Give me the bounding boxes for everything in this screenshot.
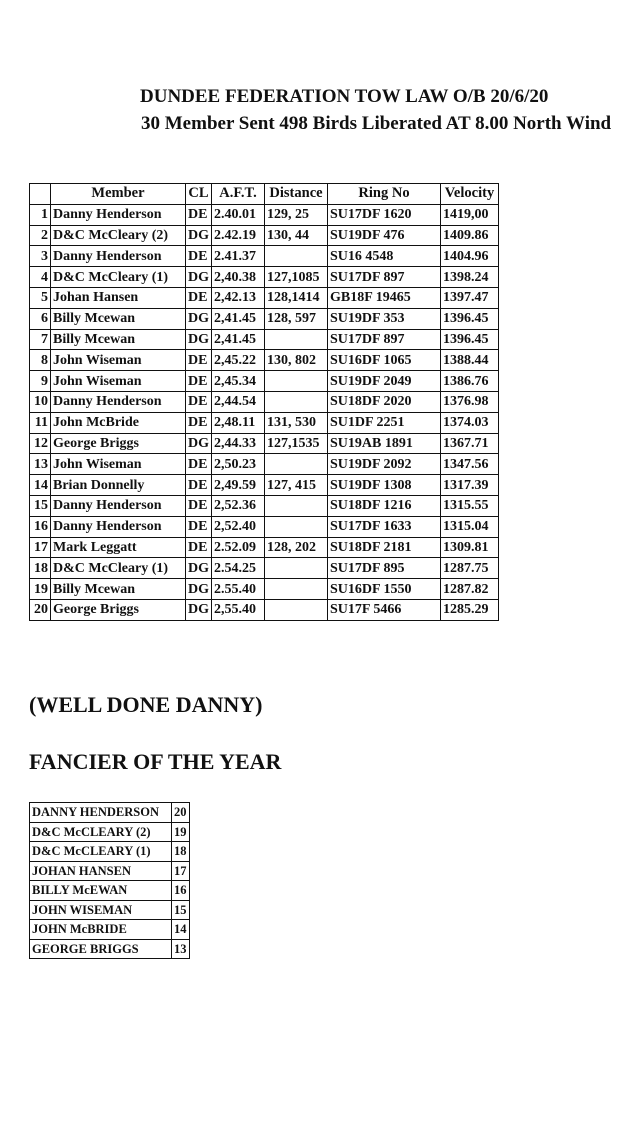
fancier-of-year-title: FANCIER OF THE YEAR <box>29 749 282 774</box>
ring-number-cell: SU17DF 897 <box>328 329 441 350</box>
class-cell: DE <box>186 475 212 496</box>
race-summary: 30 Member Sent 498 Birds Liberated AT 8.00 North Wind <box>141 113 612 134</box>
class-cell: DE <box>186 495 212 516</box>
fancier-points-cell: 15 <box>172 900 190 920</box>
class-cell: DG <box>186 558 212 579</box>
distance-cell <box>265 246 328 267</box>
velocity-cell: 1347.56 <box>441 454 499 475</box>
member-cell: Mark Leggatt <box>51 537 186 558</box>
ring-number-cell: SU17DF 1620 <box>328 204 441 225</box>
table-row <box>30 225 499 246</box>
results-header-row <box>30 184 499 205</box>
class-cell: DE <box>186 454 212 475</box>
fancier-name-cell: JOHAN HANSEN <box>30 861 172 881</box>
fancier-points-cell: 14 <box>172 920 190 940</box>
ring-number-cell: SU19DF 353 <box>328 308 441 329</box>
ring-number-cell: SU19DF 1308 <box>328 475 441 496</box>
class-cell: DE <box>186 537 212 558</box>
position-cell: 9 <box>30 371 51 392</box>
position-cell: 5 <box>30 287 51 308</box>
table-row <box>30 579 499 600</box>
class-cell: DE <box>186 371 212 392</box>
fancier-name-cell: BILLY McEWAN <box>30 881 172 901</box>
page-title: DUNDEE FEDERATION TOW LAW O/B 20/6/20 <box>140 86 549 107</box>
ring-number-cell: SU18DF 2181 <box>328 537 441 558</box>
distance-cell <box>265 579 328 600</box>
position-cell: 13 <box>30 454 51 475</box>
velocity-cell: 1287.82 <box>441 579 499 600</box>
ring-number-cell: SU19DF 476 <box>328 225 441 246</box>
velocity-cell: 1388.44 <box>441 350 499 371</box>
member-cell: D&C McCleary (1) <box>51 267 186 288</box>
table-row <box>30 939 190 959</box>
fancier-points-cell: 16 <box>172 881 190 901</box>
column-header-position <box>30 184 51 205</box>
table-row <box>30 433 499 454</box>
fancier-name-cell: JOHN McBRIDE <box>30 920 172 940</box>
table-row <box>30 454 499 475</box>
member-cell: George Briggs <box>51 599 186 620</box>
table-row <box>30 350 499 371</box>
ring-number-cell: SU17DF 1633 <box>328 516 441 537</box>
position-cell: 18 <box>30 558 51 579</box>
aft-cell: 2,55.40 <box>212 599 265 620</box>
aft-cell: 2,44.54 <box>212 391 265 412</box>
member-cell: Billy Mcewan <box>51 329 186 350</box>
aft-cell: 2,42.13 <box>212 287 265 308</box>
position-cell: 11 <box>30 412 51 433</box>
class-cell: DG <box>186 225 212 246</box>
ring-number-cell: SU18DF 2020 <box>328 391 441 412</box>
column-header-distance: Distance <box>265 184 328 205</box>
distance-cell: 129, 25 <box>265 204 328 225</box>
position-cell: 20 <box>30 599 51 620</box>
position-cell: 8 <box>30 350 51 371</box>
velocity-cell: 1367.71 <box>441 433 499 454</box>
table-row <box>30 371 499 392</box>
table-row <box>30 599 499 620</box>
column-header-member: Member <box>51 184 186 205</box>
position-cell: 15 <box>30 495 51 516</box>
member-cell: Billy Mcewan <box>51 308 186 329</box>
fancier-name-cell: D&C McCLEARY (2) <box>30 822 172 842</box>
position-cell: 3 <box>30 246 51 267</box>
aft-cell: 2,52.40 <box>212 516 265 537</box>
fancier-points-cell: 17 <box>172 861 190 881</box>
distance-cell <box>265 558 328 579</box>
distance-cell: 127,1535 <box>265 433 328 454</box>
distance-cell: 130, 802 <box>265 350 328 371</box>
ring-number-cell: SU17F 5466 <box>328 599 441 620</box>
aft-cell: 2,49.59 <box>212 475 265 496</box>
fancier-points-cell: 18 <box>172 842 190 862</box>
table-row <box>30 391 499 412</box>
aft-cell: 2,45.34 <box>212 371 265 392</box>
class-cell: DE <box>186 391 212 412</box>
velocity-cell: 1409.86 <box>441 225 499 246</box>
position-cell: 17 <box>30 537 51 558</box>
ring-number-cell: SU16DF 1065 <box>328 350 441 371</box>
class-cell: DE <box>186 516 212 537</box>
table-row <box>30 267 499 288</box>
aft-cell: 2,45.22 <box>212 350 265 371</box>
member-cell: Danny Henderson <box>51 204 186 225</box>
table-row <box>30 920 190 940</box>
distance-cell <box>265 495 328 516</box>
position-cell: 16 <box>30 516 51 537</box>
table-row <box>30 803 190 823</box>
distance-cell <box>265 391 328 412</box>
table-row <box>30 558 499 579</box>
fancier-name-cell: GEORGE BRIGGS <box>30 939 172 959</box>
table-row <box>30 495 499 516</box>
aft-cell: 2,48.11 <box>212 412 265 433</box>
table-row <box>30 516 499 537</box>
column-header-aft: A.F.T. <box>212 184 265 205</box>
position-cell: 12 <box>30 433 51 454</box>
aft-cell: 2.41.37 <box>212 246 265 267</box>
table-row <box>30 329 499 350</box>
velocity-cell: 1397.47 <box>441 287 499 308</box>
member-cell: Brian Donnelly <box>51 475 186 496</box>
ring-number-cell: SU17DF 895 <box>328 558 441 579</box>
velocity-cell: 1398.24 <box>441 267 499 288</box>
velocity-cell: 1315.55 <box>441 495 499 516</box>
member-cell: D&C McCleary (2) <box>51 225 186 246</box>
class-cell: DE <box>186 246 212 267</box>
position-cell: 14 <box>30 475 51 496</box>
position-cell: 19 <box>30 579 51 600</box>
table-row <box>30 412 499 433</box>
table-row <box>30 287 499 308</box>
table-row <box>30 475 499 496</box>
class-cell: DG <box>186 329 212 350</box>
ring-number-cell: SU16 4548 <box>328 246 441 267</box>
table-row <box>30 537 499 558</box>
ring-number-cell: SU16DF 1550 <box>328 579 441 600</box>
distance-cell: 130, 44 <box>265 225 328 246</box>
position-cell: 1 <box>30 204 51 225</box>
aft-cell: 2,50.23 <box>212 454 265 475</box>
table-row <box>30 308 499 329</box>
class-cell: DG <box>186 579 212 600</box>
member-cell: Danny Henderson <box>51 495 186 516</box>
table-row <box>30 842 190 862</box>
fancier-name-cell: JOHN WISEMAN <box>30 900 172 920</box>
velocity-cell: 1315.04 <box>441 516 499 537</box>
column-header-velocity: Velocity <box>441 184 499 205</box>
member-cell: John McBride <box>51 412 186 433</box>
aft-cell: 2.55.40 <box>212 579 265 600</box>
position-cell: 6 <box>30 308 51 329</box>
distance-cell: 127, 415 <box>265 475 328 496</box>
fancier-points-cell: 19 <box>172 822 190 842</box>
velocity-cell: 1396.45 <box>441 308 499 329</box>
aft-cell: 2.42.19 <box>212 225 265 246</box>
class-cell: DG <box>186 599 212 620</box>
results-table <box>29 183 499 621</box>
ring-number-cell: SU19DF 2092 <box>328 454 441 475</box>
member-cell: D&C McCleary (1) <box>51 558 186 579</box>
table-row <box>30 822 190 842</box>
velocity-cell: 1285.29 <box>441 599 499 620</box>
aft-cell: 2.52.09 <box>212 537 265 558</box>
member-cell: Billy Mcewan <box>51 579 186 600</box>
fancier-name-cell: D&C McCLEARY (1) <box>30 842 172 862</box>
table-row <box>30 861 190 881</box>
ring-number-cell: GB18F 19465 <box>328 287 441 308</box>
distance-cell <box>265 371 328 392</box>
ring-number-cell: SU1DF 2251 <box>328 412 441 433</box>
distance-cell <box>265 516 328 537</box>
aft-cell: 2,41.45 <box>212 308 265 329</box>
velocity-cell: 1374.03 <box>441 412 499 433</box>
aft-cell: 2,52.36 <box>212 495 265 516</box>
ring-number-cell: SU19DF 2049 <box>328 371 441 392</box>
member-cell: John Wiseman <box>51 454 186 475</box>
table-row <box>30 204 499 225</box>
column-header-class: CL <box>186 184 212 205</box>
position-cell: 7 <box>30 329 51 350</box>
aft-cell: 2.40.01 <box>212 204 265 225</box>
distance-cell <box>265 454 328 475</box>
member-cell: George Briggs <box>51 433 186 454</box>
column-header-ring: Ring No <box>328 184 441 205</box>
member-cell: Danny Henderson <box>51 516 186 537</box>
class-cell: DE <box>186 350 212 371</box>
member-cell: Johan Hansen <box>51 287 186 308</box>
member-cell: John Wiseman <box>51 350 186 371</box>
ring-number-cell: SU19AB 1891 <box>328 433 441 454</box>
velocity-cell: 1404.96 <box>441 246 499 267</box>
class-cell: DE <box>186 204 212 225</box>
distance-cell: 128, 202 <box>265 537 328 558</box>
table-row <box>30 900 190 920</box>
velocity-cell: 1287.75 <box>441 558 499 579</box>
fancier-points-cell: 20 <box>172 803 190 823</box>
well-done-note: (WELL DONE DANNY) <box>29 692 263 717</box>
distance-cell: 128, 597 <box>265 308 328 329</box>
ring-number-cell: SU18DF 1216 <box>328 495 441 516</box>
velocity-cell: 1309.81 <box>441 537 499 558</box>
table-row <box>30 881 190 901</box>
distance-cell: 128,1414 <box>265 287 328 308</box>
velocity-cell: 1419,00 <box>441 204 499 225</box>
fancier-points-cell: 13 <box>172 939 190 959</box>
member-cell: John Wiseman <box>51 371 186 392</box>
class-cell: DG <box>186 267 212 288</box>
distance-cell: 131, 530 <box>265 412 328 433</box>
distance-cell <box>265 599 328 620</box>
velocity-cell: 1376.98 <box>441 391 499 412</box>
aft-cell: 2,44.33 <box>212 433 265 454</box>
fancier-name-cell: DANNY HENDERSON <box>30 803 172 823</box>
class-cell: DE <box>186 287 212 308</box>
position-cell: 2 <box>30 225 51 246</box>
distance-cell <box>265 329 328 350</box>
table-row <box>30 246 499 267</box>
position-cell: 4 <box>30 267 51 288</box>
velocity-cell: 1317.39 <box>441 475 499 496</box>
fancier-of-year-table <box>29 802 190 959</box>
aft-cell: 2,41.45 <box>212 329 265 350</box>
aft-cell: 2,40.38 <box>212 267 265 288</box>
class-cell: DE <box>186 412 212 433</box>
distance-cell: 127,1085 <box>265 267 328 288</box>
velocity-cell: 1386.76 <box>441 371 499 392</box>
member-cell: Danny Henderson <box>51 246 186 267</box>
position-cell: 10 <box>30 391 51 412</box>
class-cell: DG <box>186 433 212 454</box>
velocity-cell: 1396.45 <box>441 329 499 350</box>
ring-number-cell: SU17DF 897 <box>328 267 441 288</box>
member-cell: Danny Henderson <box>51 391 186 412</box>
class-cell: DG <box>186 308 212 329</box>
aft-cell: 2.54.25 <box>212 558 265 579</box>
